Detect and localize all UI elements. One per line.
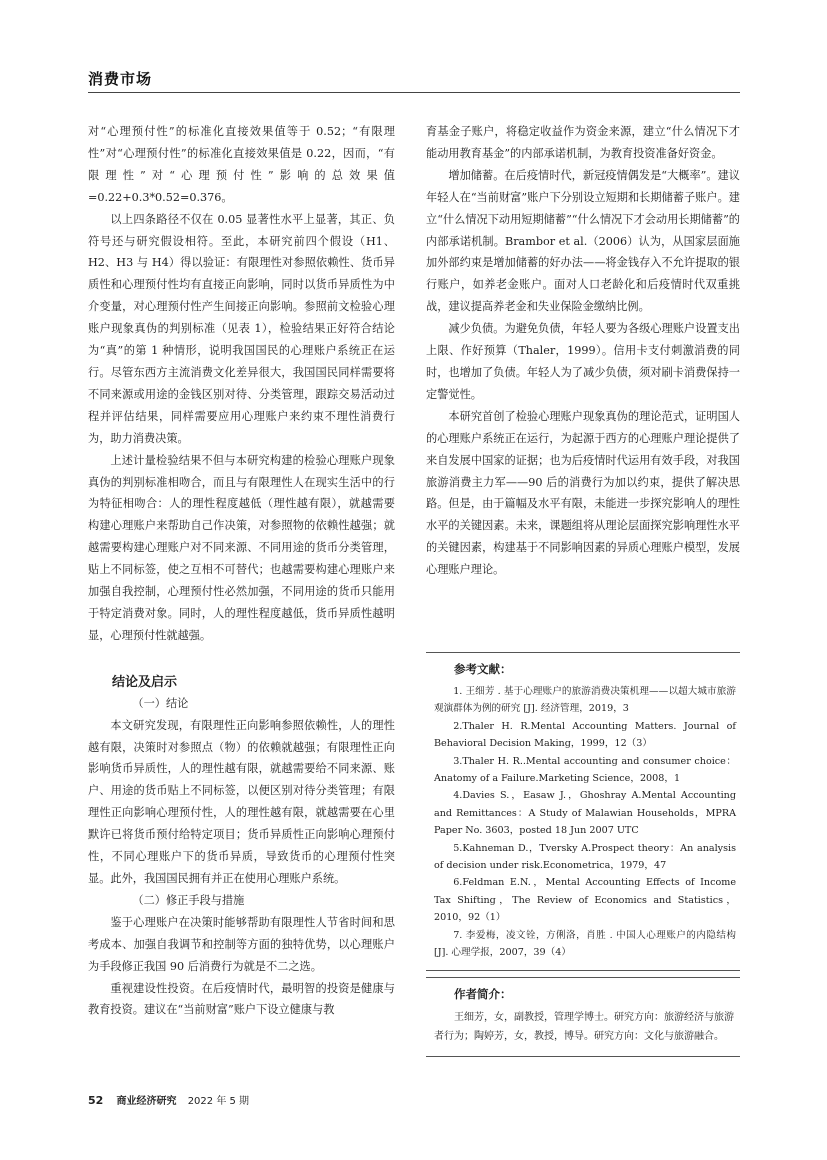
section-title: 消费市场: [88, 70, 153, 88]
body-paragraph: 本研究首创了检验心理账户现象真伪的理论范式，证明国人的心理账户系统正在运行，为起源于西方的心理账户理论提供了来自发展中国家的证据；也为后疫情时代运用有效手段，对我国旅游消费主力军——90 后的消费行为加以约束，提供了解决思路。但是，由于篇幅及水平有限，未能进一步探究影响人的理性水平的关键因素。未来，课题组将从理论层面探究影响理性水平的关键因素，构建基于不同影响因素的异质心理账户模型，发展心理账户理论。: [426, 409, 740, 577]
body-paragraph: 本文研究发现，有限理性正向影响参照依赖性，人的理性越有限，决策时对参照点（物）的依赖就越强；有限理性正向影响货币异质性，人的理性越有限，就越需要给不同来源、账户、用途的货币贴上不同标签，以便区别对待分类管理；有限理性正向影响心理预付性，人的理性越有限，就越需要在心里默许已将货币预付给特定项目；货币异质性正向影响心理预付性，不同心理账户下的货币异质，导致货币的心理预付性突显。此外，我国国民拥有并正在使用心理账户系统。: [88, 718, 395, 885]
right-column: [426, 121, 740, 581]
sub-heading: （一）结论: [132, 696, 189, 710]
reference-item: 5.Kahneman D.，Tversky A.Prospect theory：An analysis of decision under risk.Econometrica，1979，47: [434, 842, 736, 872]
section-heading: 结论及启示: [112, 674, 178, 690]
reference-item: 6.Feldman E.N.，Mental Accounting Effects of Income Tax Shifting，The Review of Economics and Statistics，2010，92（1）: [434, 877, 736, 924]
references-box: [426, 652, 740, 971]
body-paragraph: 以上四条路径不仅在 0.05 显著性水平上显著，其正、负符号还与研究假设相符。至此，本研究前四个假设（H1、H2、H3 与 H4）得以验证：有限理性对参照依赖性、货币异质性和心理预付性均有直接正向影响，同时以货币异质性为中介变量，对心理预付性产生间接正向影响。参照前文检验心理账户现象真伪的判别标准（见表 1），检验结果正好符合结论为“真”的第 1 种情形，说明我国国民的心理账户系统正在运行。尽管东西方主流消费文化差异很大，我国国民同样需要将不同来源或用途的金钱区别对待、分类管理，跟踪交易活动过程并评估结果，同样需要应用心理账户来约束不理性消费行为，助力消费决策。: [88, 212, 395, 445]
left-column: [88, 121, 395, 1021]
body-paragraph: 增加储蓄。在后疫情时代，新冠疫情偶发是“大概率”。建议年轻人在“当前财富”账户下分别设立短期和长期储蓄子账户。建立“什么情况下动用短期储蓄”“什么情况下才会动用长期储蓄”的内部承诺机制。Brambor et al.（2006）认为，从国家层面施加外部约束是增加储蓄的好办法——将金钱存入不允许提取的银行账户，如养老金账户。面对人口老龄化和后疫情时代双重挑战，建议提高养老金和失业保险金缴纳比例。: [426, 168, 740, 314]
author-bio-box: [426, 977, 740, 1057]
reference-item: 1. 王细芳 . 基于心理账户的旅游消费决策机理——以超大城市旅游观演群体为例的研究 [J]. 经济管理，2019，3: [434, 686, 736, 715]
journal-name: 商业经济研究: [116, 1096, 177, 1107]
body-paragraph: 减少负债。为避免负债，年轻人要为各级心理账户设置支出上限、作好预算（Thaler，1999）。信用卡支付刺激消费的同时，也增加了负债。年轻人为了减少负债，须对刷卡消费保持一定警觉性。: [426, 322, 740, 401]
page-number: 52: [88, 1094, 104, 1107]
body-paragraph: 育基金子账户，将稳定收益作为资金来源，建立“什么情况下才能动用教育基金”的内部承诺机制，为教育投资准备好资金。: [426, 125, 740, 160]
issue-label: 2022 年 5 期: [187, 1096, 250, 1107]
body-paragraph: 对“心理预付性”的标准化直接效果值等于 0.52；“有限理性”对“心理预付性”的标准化直接效果值是 0.22，因而，“有限理性”对“心理预付性”影响的总效果值=0.22+0.3*0.52=0.376。: [88, 125, 395, 204]
running-header: [88, 66, 740, 93]
page-footer: [88, 1092, 388, 1108]
author-bio-title: 作者简介：: [454, 987, 512, 1001]
reference-item: 7. 李爱梅，凌文铨，方俐洛，肖胜 . 中国人心理账户的内隐结构 [J]. 心理学报，2007，39（4）: [434, 929, 736, 959]
sub-heading: （二）修正手段与措施: [132, 893, 245, 907]
references-list: [426, 683, 740, 970]
reference-item: 2.Thaler H. R.Mental Accounting Matters. Journal of Behavioral Decision Making，1999，12（3）: [434, 720, 736, 750]
author-bio: [426, 1008, 740, 1056]
body-paragraph: 上述计量检验结果不但与本研究构建的检验心理账户现象真伪的判别标准相吻合，而且与有限理性人在现实生活中的行为特征相吻合：人的理性程度越低（理性越有限），就越需要构建心理账户来帮助自己作决策，对参照物的依赖性越强；就越需要构建心理账户对不同来源、不同用途的货币分类管理，贴上不同标签，使之互相不可替代；也越需要构建心理账户来加强自我控制，心理预付性必然加强，不同用途的货币只能用于特定消费对象。同时，人的理性程度越低，货币异质性越明显，心理预付性就越强。: [88, 453, 395, 642]
references-title: 参考文献：: [454, 662, 512, 676]
reference-item: 4.Davies S.，Easaw J.，Ghoshray A.Mental Accounting and Remittances：A Study of Malawian Households，MPRA Paper No. 3603，posted 18 Jun 2007 UTC: [434, 790, 736, 837]
body-paragraph: 鉴于心理账户在决策时能够帮助有限理性人节省时间和思考成本、加强自我调节和控制等方面的独特优势，以心理账户为手段修正我国 90 后消费行为就是不二之选。: [88, 915, 395, 973]
author-bio-text: 王细芳，女，副教授，管理学博士。研究方向：旅游经济与旅游者行为；陶婷芳，女，教授，博导。研究方向：文化与旅游融合。: [434, 1012, 734, 1042]
body-paragraph: 重视建设性投资。在后疫情时代，最明智的投资是健康与教育投资。建议在“当前财富”账户下设立健康与教: [88, 981, 395, 1017]
reference-item: 3.Thaler H. R..Mental accounting and consumer choice：Anatomy of a Failure.Marketing Science，2008，1: [434, 755, 736, 785]
